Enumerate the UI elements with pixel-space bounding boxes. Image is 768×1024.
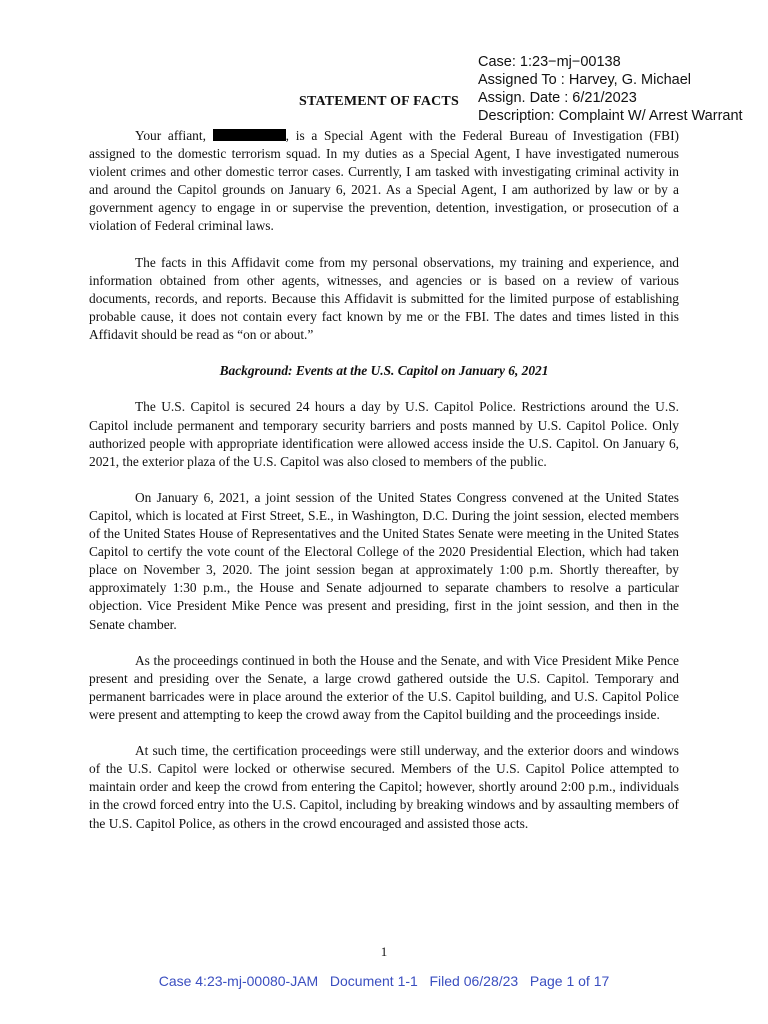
statement-body [89, 127, 679, 851]
paragraph-affiant: Your affiant, , is a Special Agent with the Federal Bureau of Investigation (FBI) assigned to the domestic terrorism squad. In my duties as a Special Agent, I have investigated numerous violent crimes and other domestic terror cases. Currently, I am tasked with investigating criminal activity in and around the Capitol grounds on January 6, 2021. As a Special Agent, I am authorized by law or by a government agency to engage in or supervise the prevention, detention, investigation, or prosecution of a violation of Federal criminal laws. [89, 128, 680, 234]
paragraph-crowd: As the proceedings continued in both the House and the Senate, and with Vice President Mike Pence present and presiding over the Senate, a large crowd gathered outside the U.S. Capitol. Temporary and permanent barricades were in place around the exterior of the U.S. Capitol building, and U.S. Capitol Police were present and attempting to keep the crowd away from the Capitol building and the proceedings inside. [89, 652, 679, 722]
paragraph-joint-session: On January 6, 2021, a joint session of the United States Congress convened at the United States Capitol, which is located at First Street, S.E., in Washington, D.C. During the joint session, elected members of the United States House of Representatives and the United States Senate were meeting in the United States Capitol to certify the vote count of the Electoral College of the 2020 Presidential Election, which had taken place on November 3, 2020. The joint session began at approximately 1:00 p.m. Shortly thereafter, by approximately 1:30 p.m., the House and Senate adjourned to separate chambers to resolve a particular objection. Vice President Mike Pence was present and presiding, first in the joint session, and then in the Senate chamber. [89, 489, 679, 632]
assign-date: Assign. Date : 6/21/2023 [478, 90, 637, 106]
section-heading: Background: Events at the U.S. Capitol on January 6, 2021 [219, 363, 549, 379]
assigned-to: Assigned To : Harvey, G. Michael [478, 72, 692, 88]
filing-footer: Case 4:23-mj-00080-JAM Document 1-1 Filed 06/28/23 Page 1 of 17 [158, 973, 610, 989]
page-number: 1 [380, 944, 388, 959]
paragraph-capitol-security: The U.S. Capitol is secured 24 hours a day by U.S. Capitol Police. Restrictions around the U.S. Capitol include permanent and temporary security barriers and posts manned by U.S. Capitol Police. Only authorized people with appropriate identification were allowed access inside the U.S. Capitol. On January 6, 2021, the exterior plaza of the U.S. Capitol was also closed to members of the public. [89, 399, 679, 469]
case-description: Description: Complaint W/ Arrest Warrant [478, 108, 743, 124]
paragraph-sources: The facts in this Affidavit come from my personal observations, my training and experience, and information obtained from other agents, witnesses, and agencies or is based on a review of various documents, records, and reports. Because this Affidavit is submitted for the limited purpose of establishing probable cause, it does not contain every fact known by me or the FBI. The dates and times listed in this Affidavit should be read as “on or about.” [89, 254, 679, 343]
document-title: STATEMENT OF FACTS [299, 94, 459, 109]
redacted-name [213, 129, 286, 141]
case-number: Case: 1:23−mj−00138 [478, 54, 621, 70]
case-stamp [478, 53, 764, 125]
paragraph-forced-entry: At such time, the certification proceedings were still underway, and the exterior doors and windows of the U.S. Capitol were locked or otherwise secured. Members of the U.S. Capitol Police attempted to maintain order and keep the crowd from entering the Capitol; however, shortly around 2:00 p.m., individuals in the crowd forced entry into the U.S. Capitol, including by breaking windows and by assaulting members of the U.S. Capitol Police, as others in the crowd encouraged and assisted those acts. [89, 743, 679, 831]
